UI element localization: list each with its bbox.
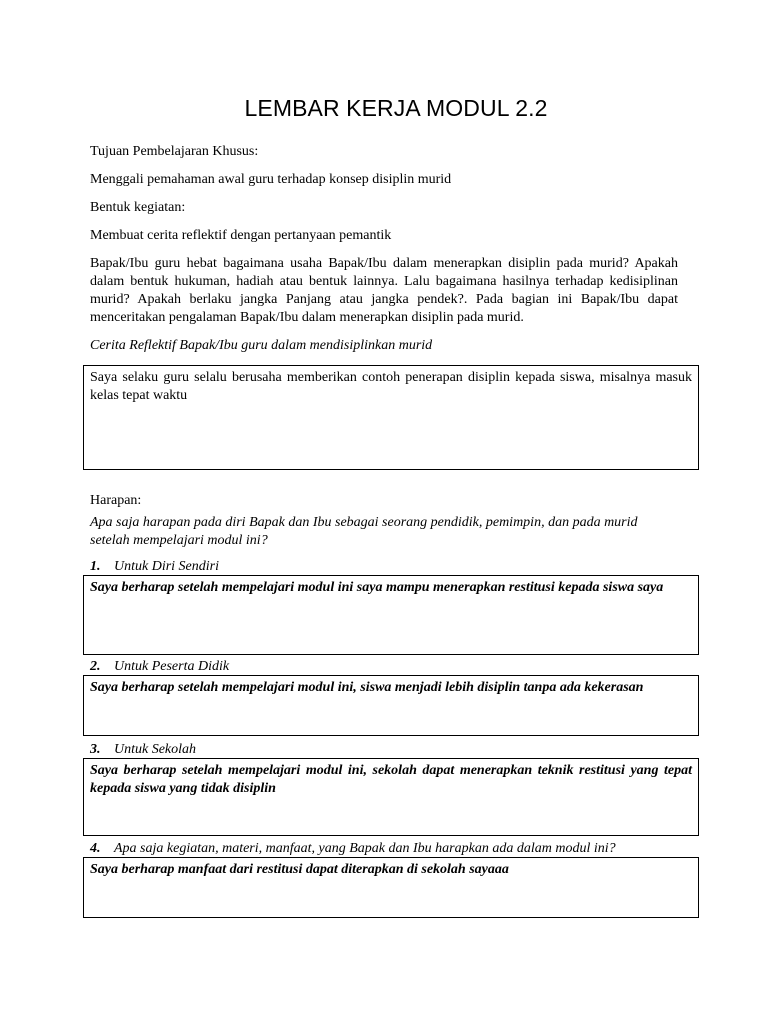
hope-item-2-answer: Saya berharap setelah mempelajari modul ini, siswa menjadi lebih disiplin tanpa ada kekerasan xyxy=(90,680,644,695)
hope-item-1-label: Untuk Diri Sendiri xyxy=(114,559,219,574)
activity-text: Membuat cerita reflektif dengan pertanyaan pemantik xyxy=(90,228,392,243)
story-answer-box[interactable] xyxy=(83,365,699,470)
hope-item-1-answer-box[interactable] xyxy=(83,575,699,655)
hope-item-4-heading xyxy=(90,840,616,858)
hope-label: Harapan: xyxy=(90,493,142,508)
objective-text: Menggali pemahaman awal guru terhadap konsep disiplin murid xyxy=(90,172,452,187)
page-title: LEMBAR KERJA MODUL 2.2 xyxy=(244,95,548,121)
hope-item-1-number: 1. xyxy=(90,559,101,574)
hope-item-2-label: Untuk Peserta Didik xyxy=(114,659,230,674)
hope-item-4-answer: Saya berharap manfaat dari restitusi dapat diterapkan di sekolah sayaaa xyxy=(90,862,509,877)
story-answer-text: Saya selaku guru selalu berusaha memberikan contoh penerapan disiplin kepada siswa, misalnya masuk kelas tepat waktu xyxy=(90,370,692,403)
hope-item-2-heading xyxy=(90,658,229,676)
activity-label: Bentuk kegiatan: xyxy=(90,200,186,215)
hope-item-2-answer-box[interactable] xyxy=(83,675,699,736)
hope-item-4-number: 4. xyxy=(90,841,101,856)
hope-item-1-heading xyxy=(90,558,219,576)
hope-item-3-number: 3. xyxy=(90,742,101,757)
hope-item-3-heading xyxy=(90,741,196,759)
hope-item-1-answer: Saya berharap setelah mempelajari modul ini saya mampu menerapkan restitusi kepada siswa saya xyxy=(90,580,664,595)
hope-question: Apa saja harapan pada diri Bapak dan Ibu sebagai seorang pendidik, pemimpin, dan pada murid setelah mempelajari modul ini? xyxy=(90,515,638,548)
prompt-paragraph: Bapak/Ibu guru hebat bagaimana usaha Bapak/Ibu dalam menerapkan disiplin pada murid? Apakah dalam bentuk hukuman, hadiah atau bentuk lainnya. Lalu bagaimana hasilnya terhadap kedisiplinan murid? Apakah berlaku jangka Panjang atau jangka pendek?. Pada bagian ini Bapak/Ibu dapat menceritakan pengalaman Bapak/Ibu dalam menerapkan disiplin pada murid. xyxy=(90,256,678,325)
hope-item-2-number: 2. xyxy=(90,659,101,674)
hope-item-4-answer-box[interactable] xyxy=(83,857,699,918)
objective-label: Tujuan Pembelajaran Khusus: xyxy=(90,144,259,159)
hope-item-3-answer-box[interactable] xyxy=(83,758,699,836)
story-heading: Cerita Reflektif Bapak/Ibu guru dalam mendisiplinkan murid xyxy=(90,338,433,353)
hope-item-3-label: Untuk Sekolah xyxy=(114,742,197,757)
hope-item-4-label: Apa saja kegiatan, materi, manfaat, yang Bapak dan Ibu harapkan ada dalam modul ini? xyxy=(114,841,616,856)
hope-item-3-answer: Saya berharap setelah mempelajari modul ini, sekolah dapat menerapkan teknik restitusi yang tepat kepada siswa yang tidak disiplin xyxy=(90,763,692,796)
